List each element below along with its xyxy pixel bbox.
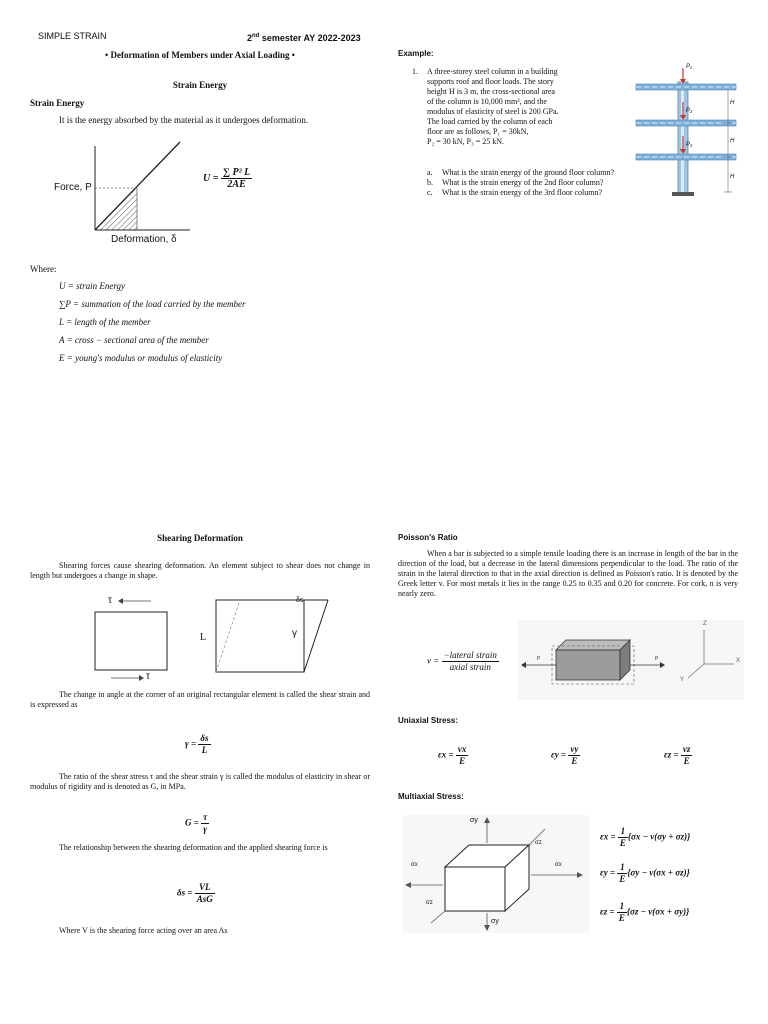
definition-item: E = young's modulus or modulus of elasticity (59, 353, 223, 363)
modulus-rigidity-formula: G = $\frac{\tau}{\gamma}$ (185, 812, 208, 834)
uniaxial-formula-y: εy = $\frac{vy}{E}$ (551, 744, 579, 766)
bar-top-face (556, 640, 630, 650)
example-problem: A three-storey steel column in a building supports roof and floor loads. The story height H is 3 m, the cross-sectional area of the column is 10,000 mm², and the modulus of elasticity of steel is 200 GPa. The load carried by the column of each floor are as follows, P₁ = 30kN, P₂ = 30 kN, P₃ = 25 kN. (427, 67, 559, 146)
three-storey-column-figure (632, 64, 738, 204)
cube-label-sigma-x-right: σx (555, 862, 562, 868)
delta-s-label: δs (296, 597, 304, 604)
uniaxial-title: Uniaxial Stress: (398, 716, 459, 725)
axis-label-y: Y (680, 677, 685, 683)
shear-deformation-formula: δs = $\frac{VL}{\text{AsG}}$ (177, 882, 213, 904)
shear-element-figure (85, 592, 340, 684)
subheading-strain-energy: Strain Energy (30, 98, 85, 108)
deformed-element (216, 600, 304, 672)
cube-label-sigma-z-front: σz (426, 900, 433, 906)
multiaxial-title: Multiaxial Stress: (398, 792, 464, 801)
floor-beam-3 (636, 154, 736, 160)
cube-label-sigma-x-left: σx (411, 862, 418, 868)
question-a: a. What is the strain energy of the ground floor column? (427, 168, 615, 177)
strain-energy-formula: U = $\frac{\text{∑ P² L}}{2AE}$ (203, 167, 251, 190)
floor-beam-1 (636, 84, 736, 90)
cube-label-sigma-y-top: σy (470, 817, 478, 824)
definition-item: L = length of the member (59, 317, 151, 327)
uniaxial-formula-z: εz = $\frac{vz}{E}$ (664, 744, 691, 766)
multiaxial-cube-figure (403, 815, 589, 933)
bar-front-face (556, 650, 620, 680)
section-title-poisson: Poisson's Ratio (398, 533, 458, 542)
definition-item: A = cross − sectional area of the member (59, 335, 209, 345)
graph-load-line (95, 142, 180, 230)
doc-title-left: SIMPLE STRAIN (38, 31, 107, 41)
load-label-p3: P₃ (686, 142, 693, 148)
definition-item: ∑P = summation of the load carried by the member (59, 299, 246, 309)
cube-label-sigma-z-back: σz (535, 840, 542, 846)
tensile-bar-figure (518, 620, 744, 700)
column-base (672, 192, 694, 196)
uniaxial-formula-x: εx = $\frac{vx}{E}$ (438, 744, 467, 766)
question-b: b. What is the strain energy of the 2nd floor column? (427, 178, 604, 187)
definition-item: U = strain Energy (59, 281, 125, 291)
load-label-p2: P₂ (686, 108, 693, 114)
definitions-list (59, 281, 246, 371)
question-c: c. What is the strain energy of the 3rd floor column? (427, 188, 603, 197)
height-label-2: H (730, 138, 735, 144)
shear-strain-formula: γ = $\frac{\delta s}{L}$ (185, 733, 209, 755)
where-label: Where: (30, 264, 57, 274)
example-title: Example: (398, 49, 434, 58)
length-label: L (200, 632, 207, 643)
example-number: 1. (412, 67, 418, 76)
height-label-1: H (730, 100, 735, 106)
doc-subtitle: • Deformation of Members under Axial Loading • (105, 50, 295, 60)
height-label-3: H (730, 174, 735, 180)
graph-y-label: Force, P (54, 182, 92, 193)
shear-strain-text: The change in angle at the corner of an original rectangular element is called the shear strain and is expressed as (30, 690, 370, 709)
load-label-p-left: P (537, 656, 541, 662)
tau-label-top: τ (108, 595, 112, 606)
floor-beam-2 (636, 120, 736, 126)
multiaxial-formula-z: εz = $\frac{1}{E}$ {σz − v(σx + σy)} (600, 901, 690, 923)
cube-front-face (445, 867, 505, 911)
axis-label-x: X (736, 658, 741, 664)
shear-relation-text: The relationship between the shearing deformation and the applied shearing force is (59, 843, 328, 852)
graph-x-label: Deformation, δ (111, 234, 177, 245)
axis-label-z: Z (703, 621, 707, 627)
shearing-intro: Shearing forces cause shearing deformation. An element subject to shear does not change in length but undergoes a change in shape. (30, 561, 370, 580)
load-label-p1: P₁ (686, 64, 692, 70)
poisson-formula: v = $\frac{\text{−lateral strain}}{\text{axial strain}}$ (427, 650, 497, 672)
example-questions (427, 168, 614, 198)
shear-force-note: Where V is the shearing force acting over an area As (59, 926, 228, 935)
poisson-description: When a bar is subjected to a simple tensile loading there is an increase in length of the bar in the direction of the load, but a decrease in the lateral dimensions perpendicular to the load. The ratio of the strain in the lateral direction to that in the axial direction is defined as Poisson's ratio. It is denoted by the Greek letter v. For most metals it lies in the range 0.25 to 0.35 and 0.20 for concrete. For cork, n is very nearly zero. (398, 549, 738, 598)
load-label-p-right: P (655, 656, 659, 662)
section-title-shearing: Shearing Deformation (157, 533, 243, 543)
section-title-strain-energy: Strain Energy (172, 80, 228, 90)
original-element (95, 612, 167, 670)
cube-label-sigma-y-bottom: σy (491, 918, 499, 925)
tau-label-bottom: τ (146, 671, 150, 682)
gamma-label: γ (292, 628, 297, 639)
strain-energy-description: It is the energy absorbed by the material as it undergoes deformation. (59, 115, 309, 125)
modulus-rigidity-text: The ratio of the shear stress τ and the shear strain γ is called the modulus of elasticity in shear or modulus of rigidity and is denoted as G, in MPa. (30, 772, 370, 791)
multiaxial-formula-y: εy = $\frac{1}{E}$ {σy − v(σx + σz)} (600, 862, 690, 884)
multiaxial-formula-x: εx = $\frac{1}{E}$ {σx − v(σy + σz)} (600, 826, 691, 848)
doc-semester: 2nd semester AY 2022-2023 (247, 33, 361, 43)
